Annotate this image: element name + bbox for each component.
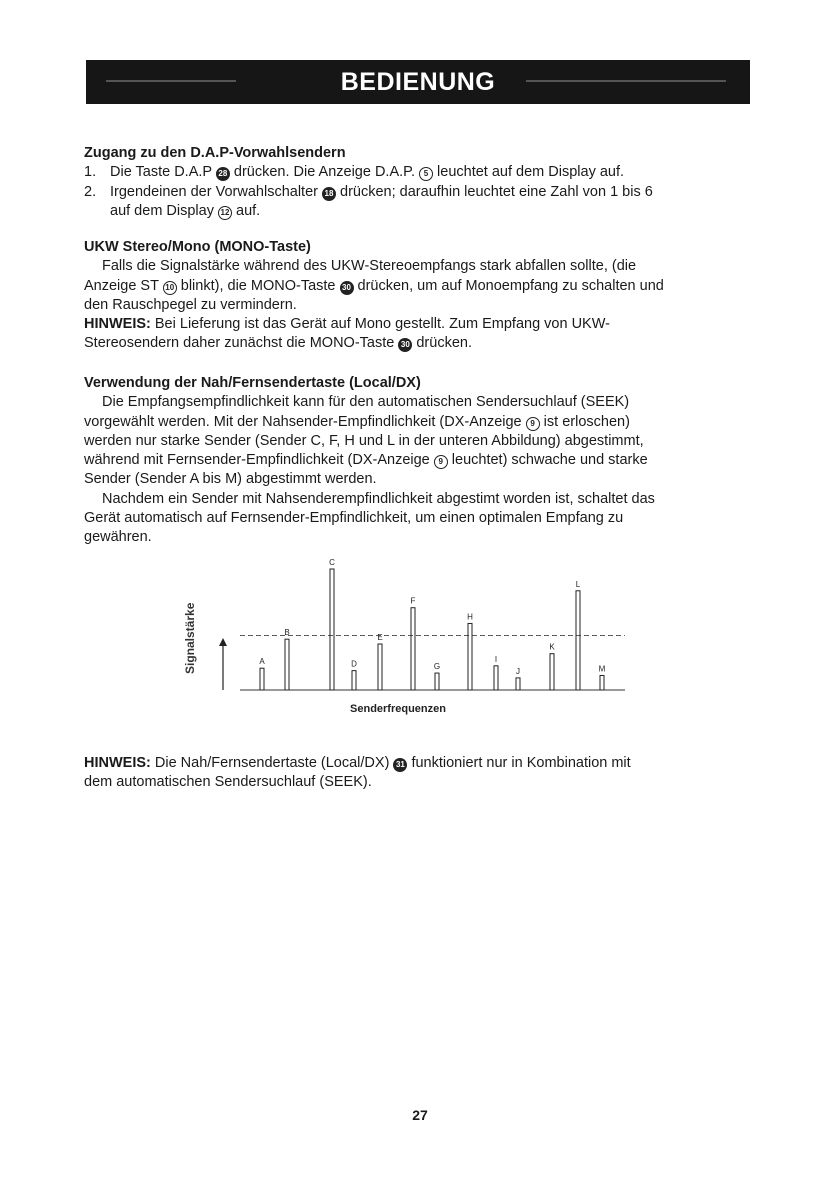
page-header-banner [86,60,750,104]
station-label: M [598,664,606,674]
section-dap [84,144,764,221]
station-label: K [549,642,555,652]
list-number: 2. [84,183,97,200]
paragraph-line: Nachdem ein Sender mit Nahsenderempfindlichkeit abgestimt worden ist, schaltet das [102,490,655,507]
station-bar [516,678,520,690]
station-label: G [433,662,441,672]
section-local-dx [84,374,764,548]
station-bar [378,644,382,690]
station-bar [330,569,334,690]
station-label: A [259,657,265,667]
station-bar [411,608,415,690]
paragraph-line: den Rauschpegel zu vermindern. [84,296,297,313]
print-smear [106,80,236,82]
marker-icon: 28 [216,167,230,181]
note-line: Stereosendern daher zunächst die MONO-Taste 30 drücken. [84,335,472,352]
marker-icon: 5 [419,167,433,181]
arrow-head-icon [219,638,227,646]
list-item [84,163,764,182]
marker-icon: 12 [218,206,232,220]
paragraph-line: werden nur starke Sender (Sender C, F, H und L in der unteren Abbildung) abgestimmt, [84,432,644,449]
paragraph-line: vorgewählt werden. Mit der Nahsender-Empfindlichkeit (DX-Anzeige 9 ist erloschen) [84,413,630,430]
page-title: BEDIENUNG [340,68,496,96]
section-heading: UKW Stereo/Mono (MONO-Taste) [84,239,311,255]
page-number: 27 [412,1107,428,1123]
station-bar [260,668,264,690]
marker-icon: 9 [434,455,448,469]
note-line: HINWEIS: Bei Lieferung ist das Gerät auf Mono gestellt. Zum Empfang von UKW- [84,316,610,333]
station-label: F [410,596,416,606]
note-label: HINWEIS: [84,316,151,333]
paragraph-line: Sender (Sender A bis M) abgestimmt werden. [84,471,377,488]
station-label: I [494,654,498,664]
station-label: L [575,579,581,589]
note-label: HINWEIS: [84,755,151,771]
station-label: H [467,612,473,622]
print-smear [526,80,726,82]
paragraph-line: gewähren. [84,529,152,546]
marker-icon: 18 [322,187,336,201]
station-label: C [329,558,335,567]
section-heading: Verwendung der Nah/Fernsendertaste (Local/DX) [84,375,421,391]
marker-icon: 31 [393,758,407,772]
paragraph-line: Die Empfangsempfindlichkeit kann für den automatischen Sendersuchlauf (SEEK) [102,394,630,411]
list-text: Irgendeinen der Vorwahlschalter 18 drücken; daraufhin leuchtet eine Zahl von 1 bis 6 auf dem Display 12 auf. [110,183,653,219]
paragraph-line: Falls die Signalstärke während des UKW-Stereoempfangs stark abfallen sollte, (die [102,258,637,275]
station-bar [550,654,554,690]
paragraph-line: Anzeige ST 10 blinkt), die MONO-Taste 30 drücken, um auf Monoempfang zu schalten und [84,277,664,294]
list-text: Die Taste D.A.P 28 drücken. Die Anzeige D.A.P. 5 leuchtet auf dem Display auf. [110,164,625,181]
station-label: B [284,628,290,638]
section-final-note [84,754,764,793]
station-bar [600,675,604,690]
marker-icon: 9 [526,417,540,431]
station-bar [576,591,580,690]
section-heading: Zugang zu den D.A.P-Vorwahlsendern [84,145,346,161]
station-bar [352,671,356,690]
marker-icon: 10 [163,281,177,295]
station-bar [494,666,498,690]
y-axis-label: Signalstärke [183,602,197,674]
station-bar [435,673,439,690]
list-number: 1. [84,164,97,181]
station-bar [468,623,472,690]
paragraph-line: Gerät automatisch auf Fernsender-Empfindlichkeit, um einen optimalen Empfang zu [84,510,624,527]
station-bar [285,639,289,690]
section-mono [84,238,764,354]
note-line: dem automatischen Sendersuchlauf (SEEK). [84,774,372,791]
paragraph-line: während mit Fernsender-Empfindlichkeit (DX-Anzeige 9 leuchtet) schwache und starke [84,452,648,469]
station-label: J [516,666,520,676]
station-label: D [351,659,357,669]
note-line: HINWEIS: Die Nah/Fernsendertaste (Local/DX) 31 funktioniert nur in Kombination mit [84,755,631,771]
marker-icon: 30 [340,281,354,295]
list-item [84,183,764,222]
station-label: E [377,633,383,643]
x-axis-label: Senderfrequenzen [350,703,446,715]
marker-icon: 30 [398,338,412,352]
signal-strength-chart [170,555,640,720]
